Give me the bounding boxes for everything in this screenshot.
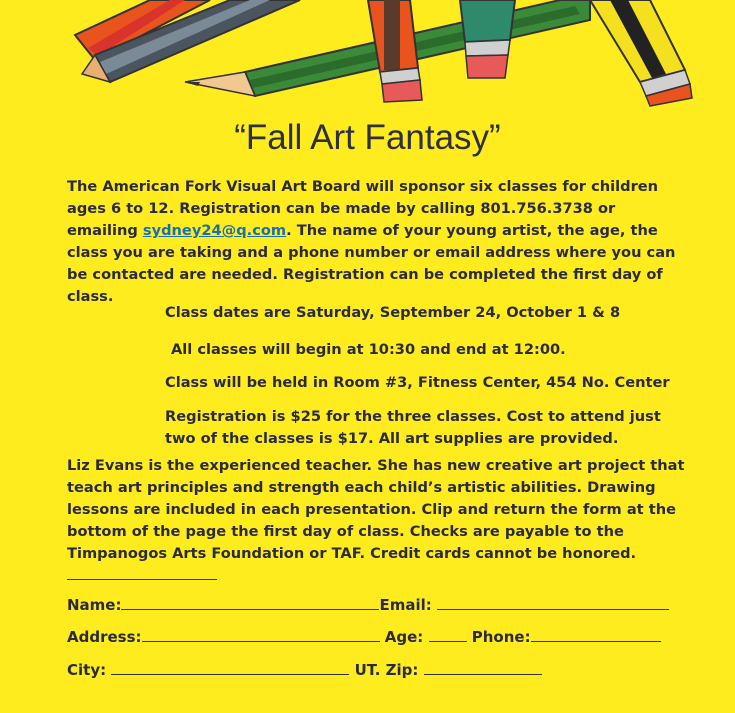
address-label: Address:	[67, 628, 142, 646]
name-label: Name:	[67, 596, 122, 614]
city-field[interactable]	[111, 673, 349, 675]
email-field[interactable]	[437, 608, 669, 610]
age-field[interactable]	[429, 640, 467, 642]
phone-field[interactable]	[531, 640, 661, 642]
orange-pencil-icon	[368, 0, 422, 102]
name-field[interactable]	[121, 608, 379, 610]
intro-text: The American Fork Visual Art Board will sponsor six classes for children ages 6 to 12. Registration can be made by calling 801.756.3738 or emailing	[67, 178, 659, 239]
state-zip-label: UT. Zip:	[354, 661, 419, 679]
cost-line-1: Registration is $25 for the three classes. Cost to attend just	[165, 408, 661, 425]
age-label: Age:	[384, 628, 424, 646]
class-dates: Class dates are Saturday, September 24, October 1 & 8	[165, 304, 621, 321]
email-link[interactable]: sydney24@q.com	[142, 222, 287, 239]
address-row	[67, 628, 661, 646]
teacher-paragraph	[67, 455, 689, 587]
teacher-text: Liz Evans is the experienced teacher. She has new creative art project that teach art principles and strength each child’s artistic abilities. Drawing lessons are included in each presentation. Clip and return the form at the bottom of the page the first day of class. Checks are payable to the Timpanogos Arts Foundation or TAF. Credit cards cannot be honored.	[67, 457, 685, 562]
class-times: All classes will begin at 10:30 and end at 12:00.	[171, 341, 566, 358]
page-title: “Fall Art Fantasy”	[234, 118, 501, 157]
name-row	[67, 596, 669, 614]
teal-pencil-icon	[460, 0, 515, 78]
address-field[interactable]	[142, 640, 380, 642]
intro-paragraph	[67, 176, 689, 308]
cost-line-2: two of the classes is $17. All art supplies are provided.	[165, 430, 619, 447]
city-label: City:	[67, 661, 107, 679]
phone-label: Phone:	[471, 628, 531, 646]
pencils-illustration	[0, 0, 735, 110]
intro-text-cont: . The name of your young artist, the age, the class you are taking and a phone number or email address where you can be contacted are needed. Registration can be completed the first day of class.	[67, 222, 676, 305]
zip-field[interactable]	[424, 673, 542, 675]
yellow-pencil-icon	[590, 0, 692, 106]
class-location: Class will be held in Room #3, Fitness Center, 454 No. Center	[165, 374, 670, 391]
signature-line	[67, 578, 217, 580]
email-label: Email:	[379, 596, 432, 614]
city-row	[67, 661, 542, 679]
